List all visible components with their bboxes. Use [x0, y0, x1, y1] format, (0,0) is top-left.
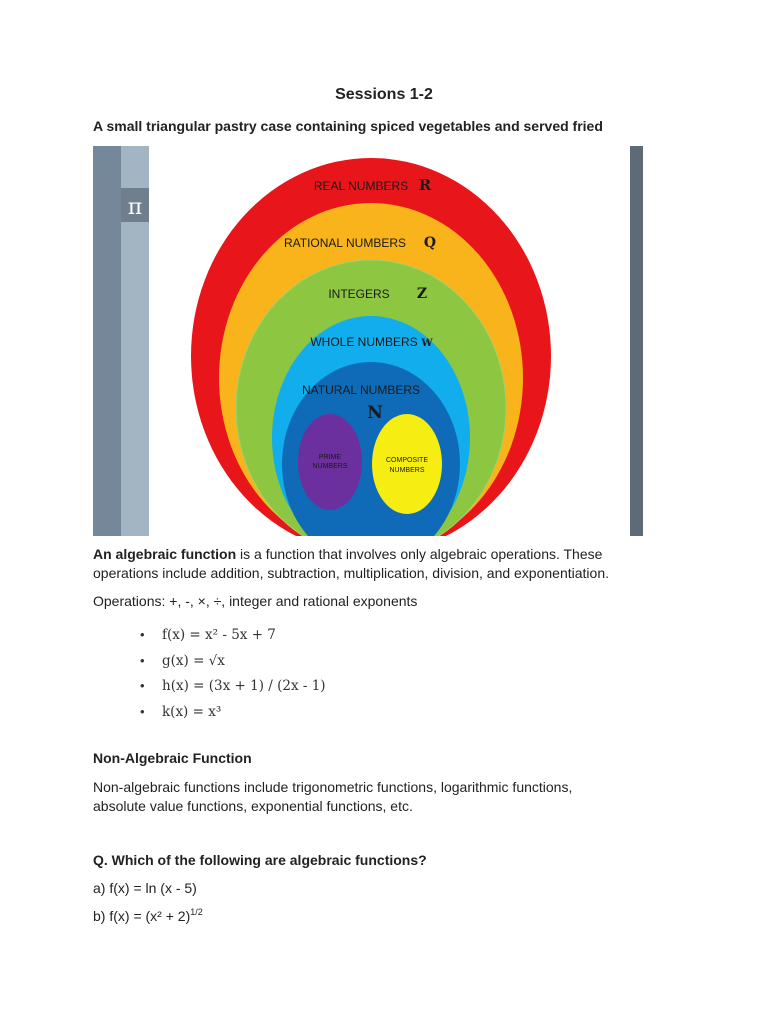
symbol-integers: Z: [416, 286, 428, 302]
option-a: a) f(x) = ln (x - 5): [93, 880, 197, 896]
label-rational: RATIONAL NUMBERS: [283, 236, 407, 250]
non-algebraic-description: [93, 778, 683, 815]
non-algebraic-heading: Non-Algebraic Function: [93, 750, 252, 766]
composite-label-line2: NUMBERS: [389, 467, 425, 474]
operations-line: Operations: +, -, ×, ÷, integer and rational exponents: [93, 593, 418, 609]
option-b: [93, 907, 683, 926]
number-sets-diagram: [93, 146, 643, 536]
document-subtitle: A small triangular pastry case containing spiced vegetables and served fried: [93, 118, 603, 134]
symbol-real: R: [418, 176, 432, 194]
label-whole: WHOLE NUMBERS: [310, 335, 418, 349]
algebraic-definition: [93, 545, 683, 582]
right-dark-bar: [630, 146, 643, 536]
list-item: • k(x) = x³: [140, 704, 326, 730]
page-title: Sessions 1-2: [335, 86, 433, 103]
symbol-whole: W: [421, 338, 433, 349]
label-natural: NATURAL NUMBERS: [301, 383, 421, 397]
prime-label-line1: PRIME: [318, 454, 342, 461]
label-real: REAL NUMBERS: [313, 179, 409, 193]
non-algebraic-line1: Non-algebraic functions include trigonometric functions, logarithmic functions,: [93, 779, 573, 795]
option-b-base: b) f(x) = (x² + 2): [93, 908, 191, 924]
symbol-natural: N: [367, 403, 383, 423]
pi-symbol-icon: π: [127, 195, 143, 220]
prime-circle: [298, 414, 362, 510]
symbol-rational: Q: [423, 235, 437, 251]
algebraic-definition-line1: is a function that involves only algebraic operations. These: [236, 546, 603, 562]
list-item: • h(x) = (3x + 1) / (2x - 1): [140, 678, 326, 704]
left-dark-bar: [93, 146, 121, 536]
list-item: • f(x) = x² - 5x + 7: [140, 627, 326, 653]
label-integers: INTEGERS: [328, 287, 390, 301]
composite-circle: [372, 414, 442, 514]
prime-label-line2: NUMBERS: [312, 463, 348, 470]
non-algebraic-line2: absolute value functions, exponential functions, etc.: [93, 797, 413, 814]
algebraic-term: An algebraic function: [93, 546, 237, 562]
list-item: • g(x) = √x: [140, 653, 326, 679]
example-list: [140, 627, 326, 729]
question-text: Q. Which of the following are algebraic functions?: [93, 852, 427, 868]
option-b-exponent: 1/2: [190, 907, 203, 917]
composite-label-line1: COMPOSITE: [385, 457, 429, 464]
algebraic-definition-line2: operations include addition, subtraction, multiplication, division, and exponentiation.: [93, 564, 609, 581]
